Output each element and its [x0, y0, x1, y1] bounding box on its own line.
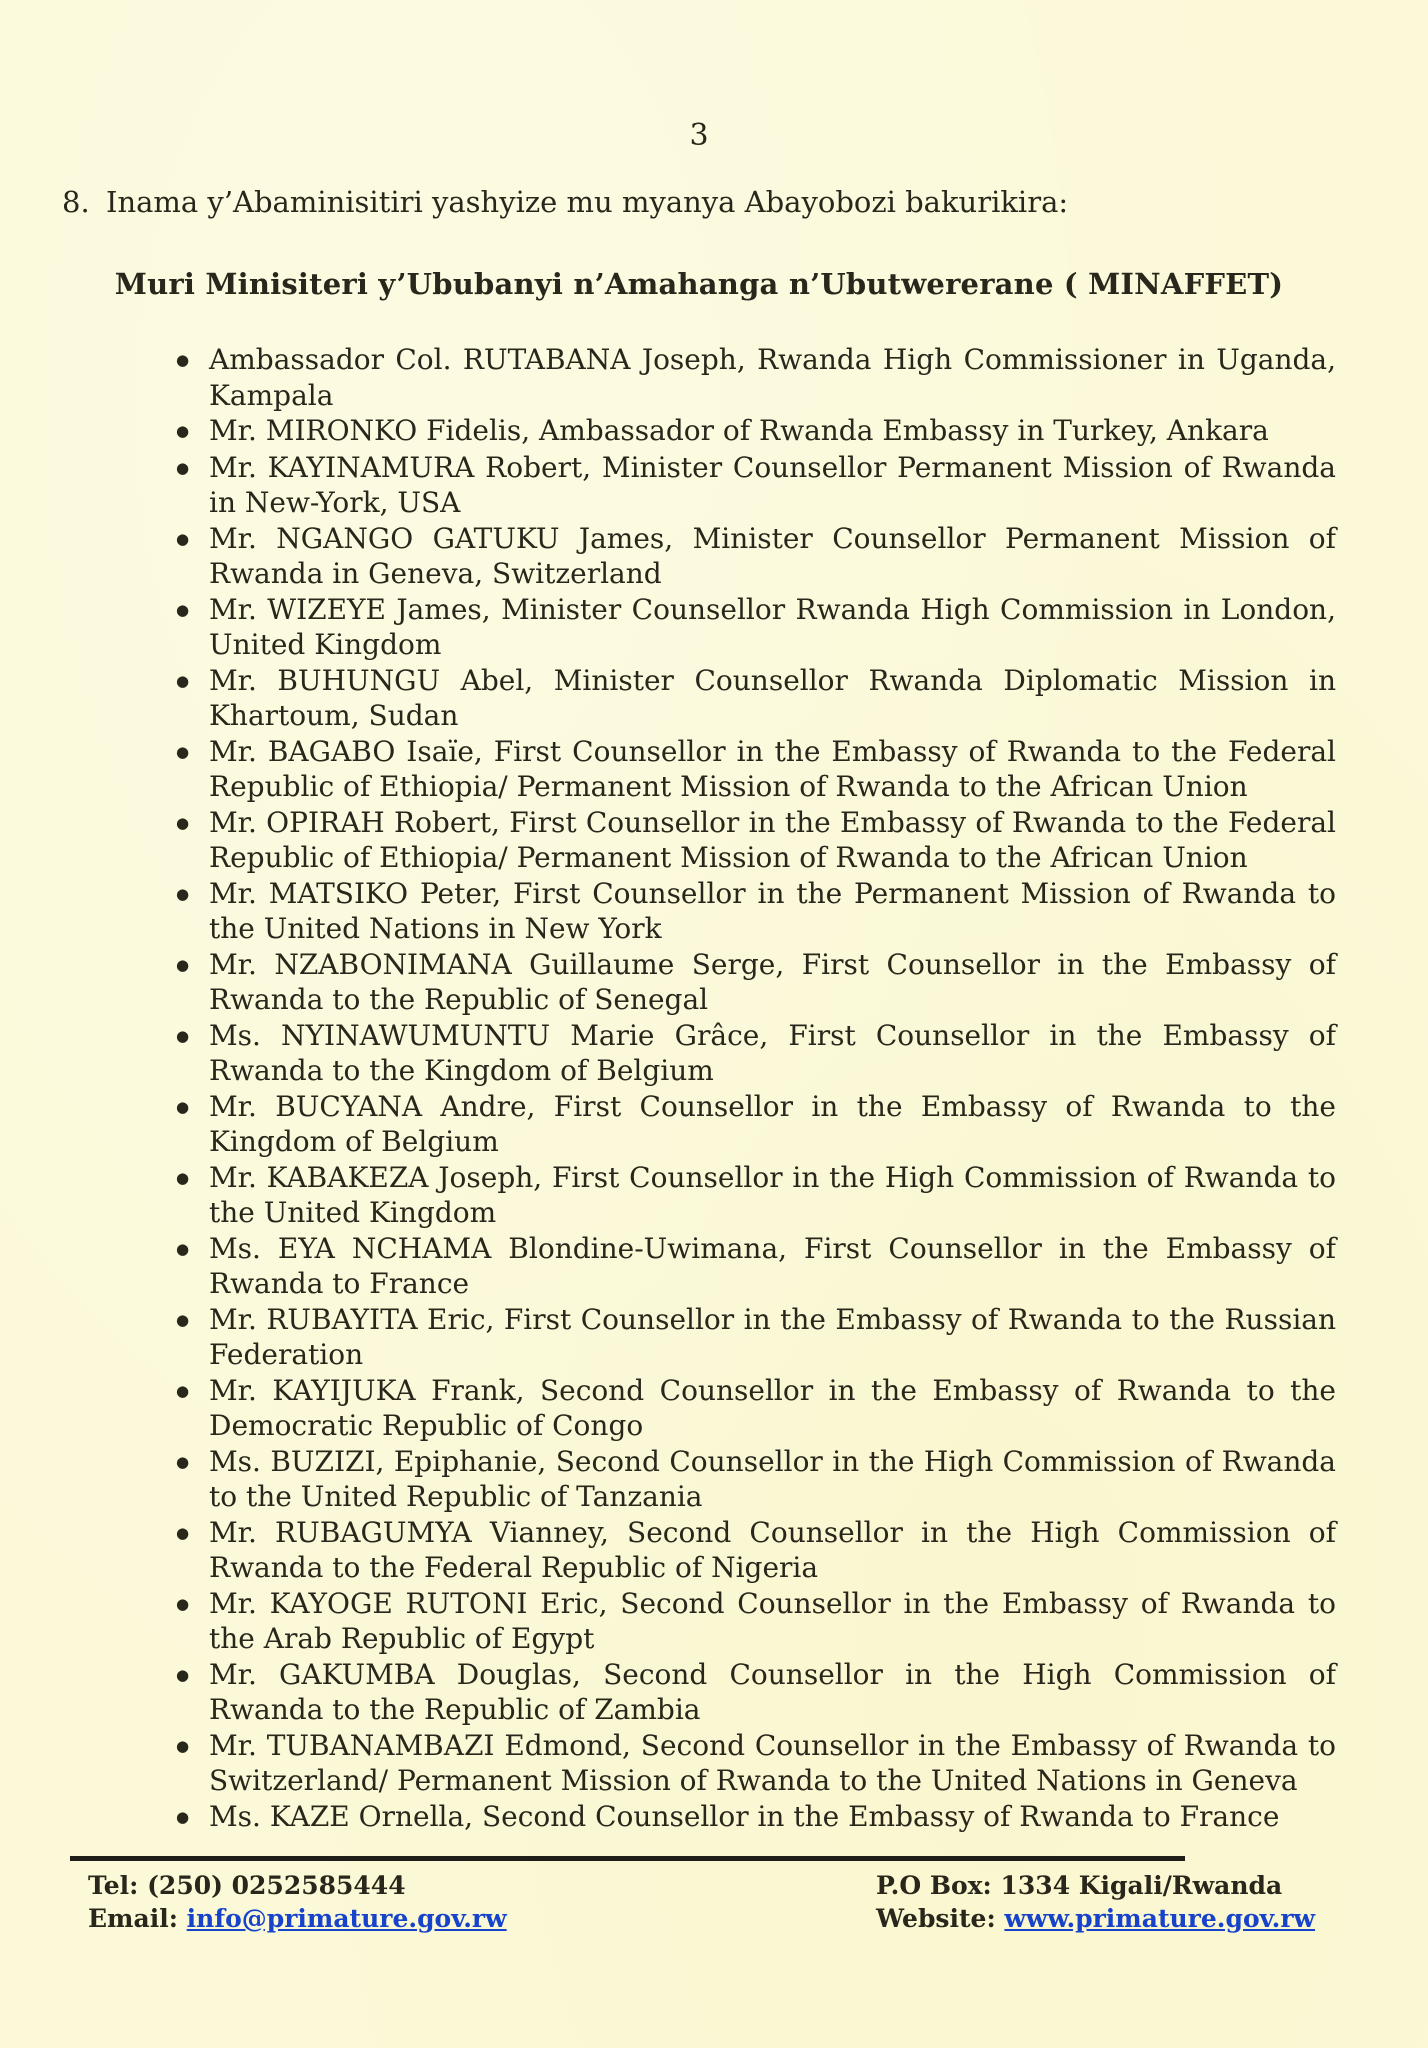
list-item — [176, 663, 1336, 734]
paragraph-text: Inama y’Abaminisitiri yashyize mu myanya Abayobozi bakurikira: — [106, 185, 1069, 219]
numbered-paragraph — [62, 184, 1336, 220]
appointment-text: Mr. BUCYANA Andre, First Counsellor in the Embassy of Rwanda to the Kingdom of Belgium — [209, 1089, 1336, 1158]
appointment-text: Mr. WIZEYE James, Minister Counsellor Rwanda High Commission in London, United Kingdom — [209, 592, 1336, 661]
appointment-text: Mr. BAGABO Isaïe, First Counsellor in the Embassy of Rwanda to the Federal Republic of Ethiopia/ Permanent Mission of Rwanda to the African Union — [209, 734, 1336, 803]
appointment-text: Mr. GAKUMBA Douglas, Second Counsellor in the High Commission of Rwanda to the Republic of Zambia — [209, 1657, 1336, 1726]
bullet-icon: ● — [176, 1168, 190, 1187]
bullet-icon: ● — [176, 1665, 190, 1684]
bullet-icon: ● — [176, 1594, 190, 1613]
list-item — [176, 1586, 1336, 1657]
bullet-icon: ● — [176, 671, 190, 690]
pobox-value: 1334 Kigali/Rwanda — [1000, 1871, 1283, 1900]
list-item — [176, 1444, 1336, 1515]
bullet-icon: ● — [176, 1381, 190, 1400]
list-item — [176, 413, 1336, 450]
footer-right-column — [876, 1869, 1315, 1935]
bullet-icon: ● — [176, 1807, 190, 1826]
appointment-text: Mr. NGANGO GATUKU James, Minister Counsellor Permanent Mission of Rwanda in Geneva, Switzerland — [209, 521, 1336, 590]
list-item — [176, 1231, 1336, 1302]
pobox-label: P.O Box: — [876, 1871, 992, 1900]
bullet-icon: ● — [176, 884, 190, 903]
appointment-text: Ms. NYINAWUMUNTU Marie Grâce, First Counsellor in the Embassy of Rwanda to the Kingdom of Belgium — [209, 1018, 1336, 1087]
bullet-icon: ● — [176, 600, 190, 619]
paragraph-number: 8. — [62, 185, 90, 219]
list-item — [176, 450, 1336, 521]
list-item — [176, 734, 1336, 805]
list-item — [176, 521, 1336, 592]
list-item — [176, 342, 1336, 413]
footer-left-column — [88, 1869, 507, 1935]
bullet-icon: ● — [176, 813, 190, 832]
appointment-text: Ms. KAZE Ornella, Second Counsellor in the Embassy of Rwanda to France — [209, 1799, 1280, 1833]
appointment-text: Mr. KAYIJUKA Frank, Second Counsellor in the Embassy of Rwanda to the Democratic Republic of Congo — [209, 1373, 1336, 1442]
appointment-text: Mr. OPIRAH Robert, First Counsellor in the Embassy of Rwanda to the Federal Republic of Ethiopia/ Permanent Mission of Rwanda to the African Union — [209, 805, 1336, 874]
list-item — [176, 805, 1336, 876]
appointment-text: Mr. BUHUNGU Abel, Minister Counsellor Rwanda Diplomatic Mission in Khartoum, Sudan — [209, 663, 1336, 732]
list-item — [176, 876, 1336, 947]
list-item — [176, 947, 1336, 1018]
list-item — [176, 1160, 1336, 1231]
appointment-text: Ambassador Col. RUTABANA Joseph, Rwanda High Commissioner in Uganda, Kampala — [209, 343, 1336, 412]
tel-label: Tel: — [88, 1871, 139, 1900]
list-item — [176, 592, 1336, 663]
bullet-icon: ● — [176, 1097, 190, 1116]
bullet-icon: ● — [176, 1523, 190, 1542]
bullet-icon: ● — [176, 955, 190, 974]
list-item — [176, 1089, 1336, 1160]
appointment-text: Mr. TUBANAMBAZI Edmond, Second Counsellor in the Embassy of Rwanda to Switzerland/ Permanent Mission of Rwanda to the United Nations in Geneva — [209, 1728, 1336, 1797]
bullet-icon: ● — [176, 742, 190, 761]
section-heading: Muri Minisiteri y’Ububanyi n’Amahanga n’Ubutwererane ( MINAFFET) — [114, 267, 1284, 301]
bullet-icon: ● — [176, 458, 190, 477]
bullet-icon: ● — [176, 351, 190, 369]
appointment-text: Mr. KAYOGE RUTONI Eric, Second Counsellor in the Embassy of Rwanda to the Arab Republic of Egypt — [209, 1586, 1336, 1655]
list-item — [176, 1373, 1336, 1444]
website-link[interactable]: www.primature.gov.rw — [1004, 1904, 1316, 1933]
email-row — [88, 1902, 507, 1935]
appointments-list — [176, 342, 1336, 1835]
appointment-text: Ms. BUZIZI, Epiphanie, Second Counsellor in the High Commission of Rwanda to the United Republic of Tanzania — [209, 1444, 1336, 1513]
appointment-text: Ms. EYA NCHAMA Blondine-Uwimana, First Counsellor in the Embassy of Rwanda to France — [209, 1231, 1336, 1300]
footer-divider — [70, 1856, 1185, 1861]
list-item — [176, 1018, 1336, 1089]
appointment-text: Mr. MIRONKO Fidelis, Ambassador of Rwanda Embassy in Turkey, Ankara — [209, 414, 1269, 447]
pobox-row — [876, 1869, 1315, 1902]
list-item — [176, 1728, 1336, 1799]
list-item — [176, 1657, 1336, 1728]
website-row — [876, 1902, 1315, 1935]
bullet-icon: ● — [176, 1239, 190, 1258]
appointment-text: Mr. NZABONIMANA Guillaume Serge, First Counsellor in the Embassy of Rwanda to the Republic of Senegal — [209, 947, 1336, 1016]
tel-row — [88, 1869, 507, 1902]
bullet-icon: ● — [176, 529, 190, 548]
appointment-text: Mr. RUBAGUMYA Vianney, Second Counsellor in the High Commission of Rwanda to the Federal Republic of Nigeria — [209, 1515, 1336, 1584]
appointment-text: Mr. KABAKEZA Joseph, First Counsellor in the High Commission of Rwanda to the United Kingdom — [209, 1160, 1336, 1229]
appointment-text: Mr. RUBAYITA Eric, First Counsellor in the Embassy of Rwanda to the Russian Federation — [209, 1302, 1336, 1371]
list-item — [176, 1515, 1336, 1586]
appointment-text: Mr. MATSIKO Peter, First Counsellor in the Permanent Mission of Rwanda to the United Nations in New York — [209, 876, 1336, 945]
email-link[interactable]: info@primature.gov.rw — [186, 1904, 507, 1933]
list-item — [176, 1799, 1336, 1836]
bullet-icon: ● — [176, 1452, 190, 1471]
bullet-icon: ● — [176, 1026, 190, 1045]
website-label: Website: — [876, 1904, 996, 1933]
page-number: 3 — [689, 118, 709, 153]
bullet-icon: ● — [176, 422, 190, 440]
tel-value: (250) 0252585444 — [147, 1871, 406, 1900]
email-label: Email: — [88, 1904, 178, 1933]
list-item — [176, 1302, 1336, 1373]
appointment-text: Mr. KAYINAMURA Robert, Minister Counsellor Permanent Mission of Rwanda in New-York, USA — [209, 450, 1336, 519]
bullet-icon: ● — [176, 1310, 190, 1329]
bullet-icon: ● — [176, 1736, 190, 1755]
